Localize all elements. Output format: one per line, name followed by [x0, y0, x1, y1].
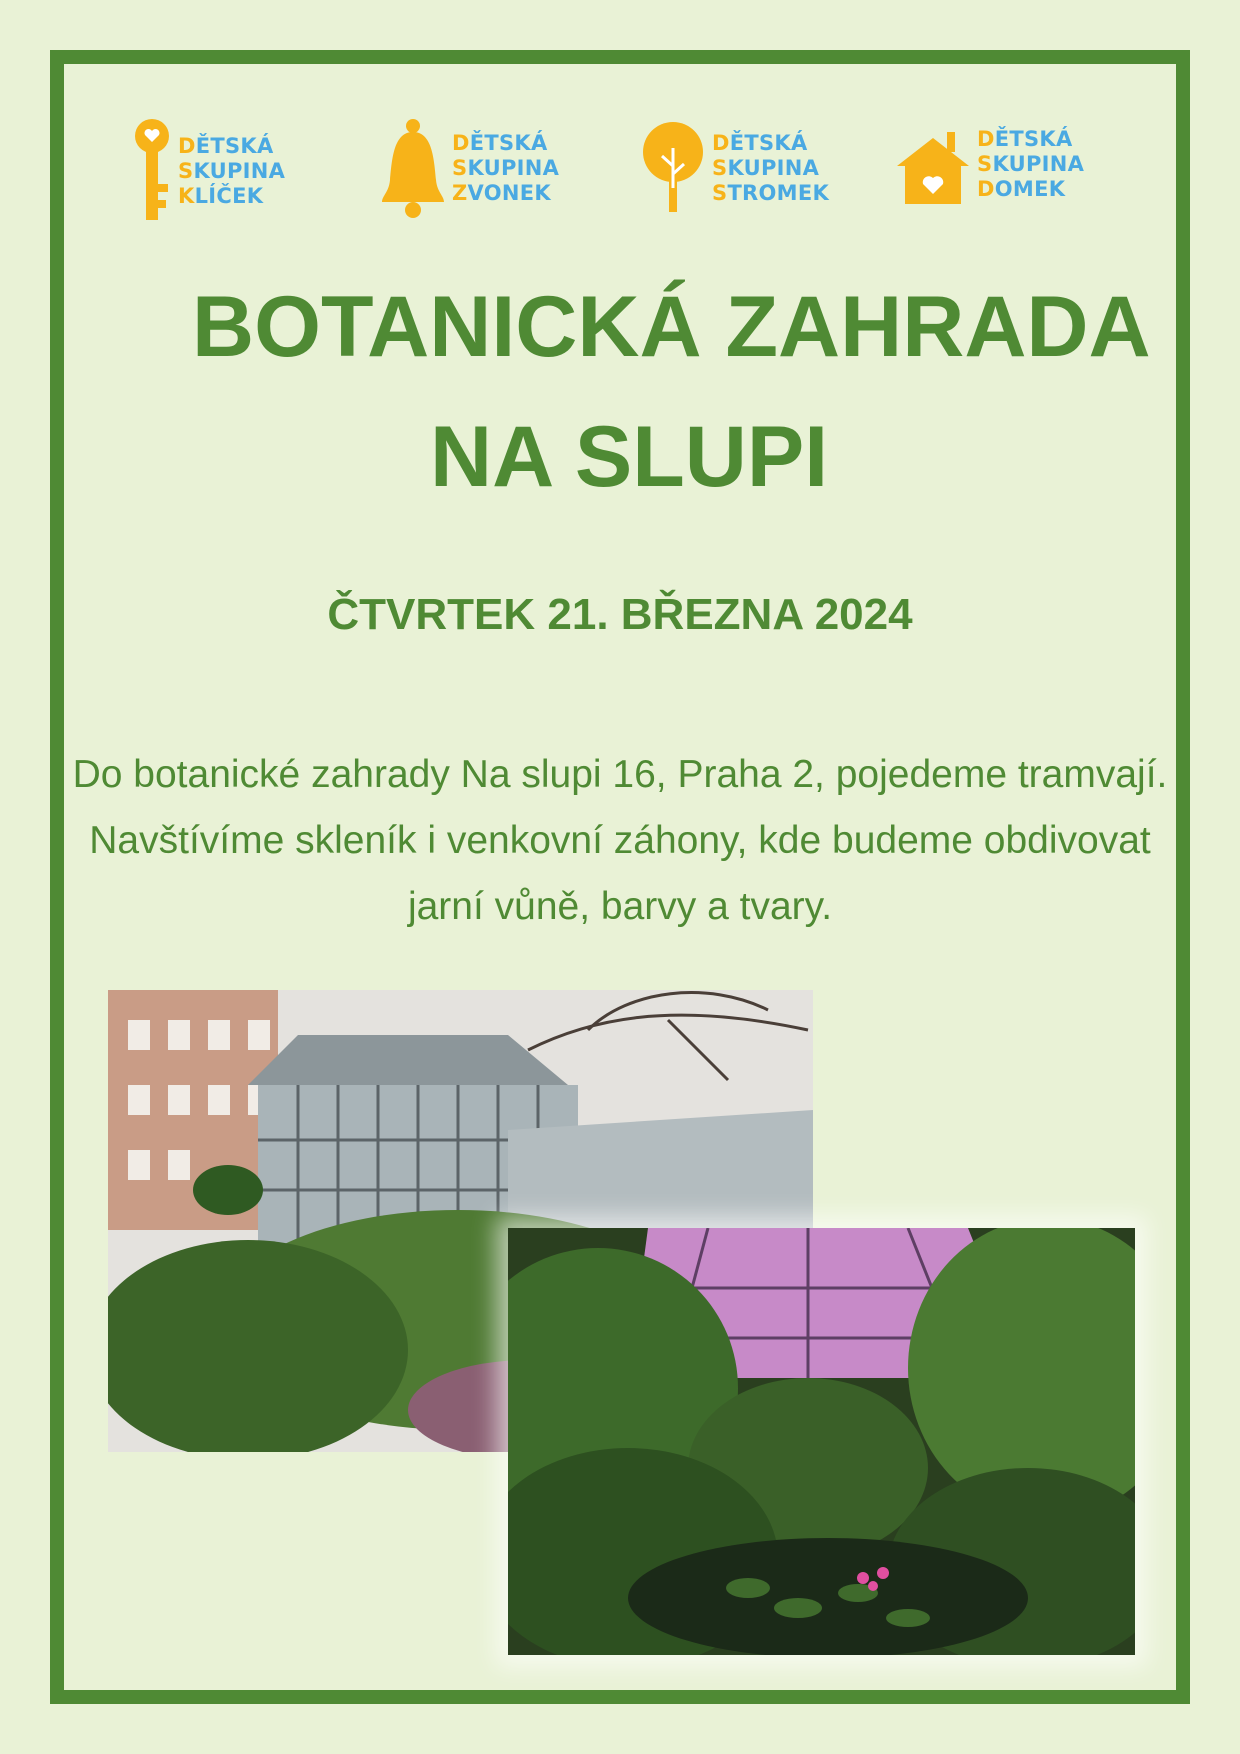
logo-line: SKUPINA: [712, 155, 820, 180]
logo-klicek: [132, 118, 285, 224]
logo-line: DĚTSKÁ: [452, 130, 548, 155]
logo-line: STROMEK: [712, 180, 830, 205]
key-icon: [132, 118, 172, 224]
logo-line: DĚTSKÁ: [178, 133, 274, 158]
logo-line: ZVONEK: [452, 180, 551, 205]
event-date: ČTVRTEK 21. BŘEZNA 2024: [327, 590, 913, 639]
logo-line: SKUPINA: [452, 155, 560, 180]
logo-line: SKUPINA: [178, 158, 286, 183]
logo-zvonek: [380, 118, 559, 218]
house-icon: [895, 118, 971, 210]
logo-domek: [895, 118, 1084, 210]
logo-row: [0, 118, 1240, 228]
logo-text: [977, 127, 1084, 202]
event-description: Do botanické zahrady Na slupi 16, Praha 2, pojedeme tramvají. Navštívíme skleník i venkovní záhony, kde budeme obdivovat jarní vůně, barvy a tvary.: [72, 753, 1168, 928]
logo-line: KLÍČEK: [178, 183, 264, 208]
title-line-1: BOTANICKÁ ZAHRADA: [192, 279, 1151, 375]
greenhouse-interior-photo: [508, 1228, 1135, 1655]
bell-icon: [380, 118, 446, 218]
title-line-2: NA SLUPI: [430, 409, 829, 505]
tree-icon: [640, 118, 706, 218]
logo-line: DĚTSKÁ: [712, 130, 808, 155]
logo-line: DOMEK: [977, 176, 1066, 201]
logo-text: [712, 131, 829, 206]
logo-line: DĚTSKÁ: [977, 126, 1073, 151]
logo-text: [452, 131, 559, 206]
logo-text: [178, 134, 285, 209]
logo-stromek: [640, 118, 829, 218]
logo-line: SKUPINA: [977, 151, 1085, 176]
